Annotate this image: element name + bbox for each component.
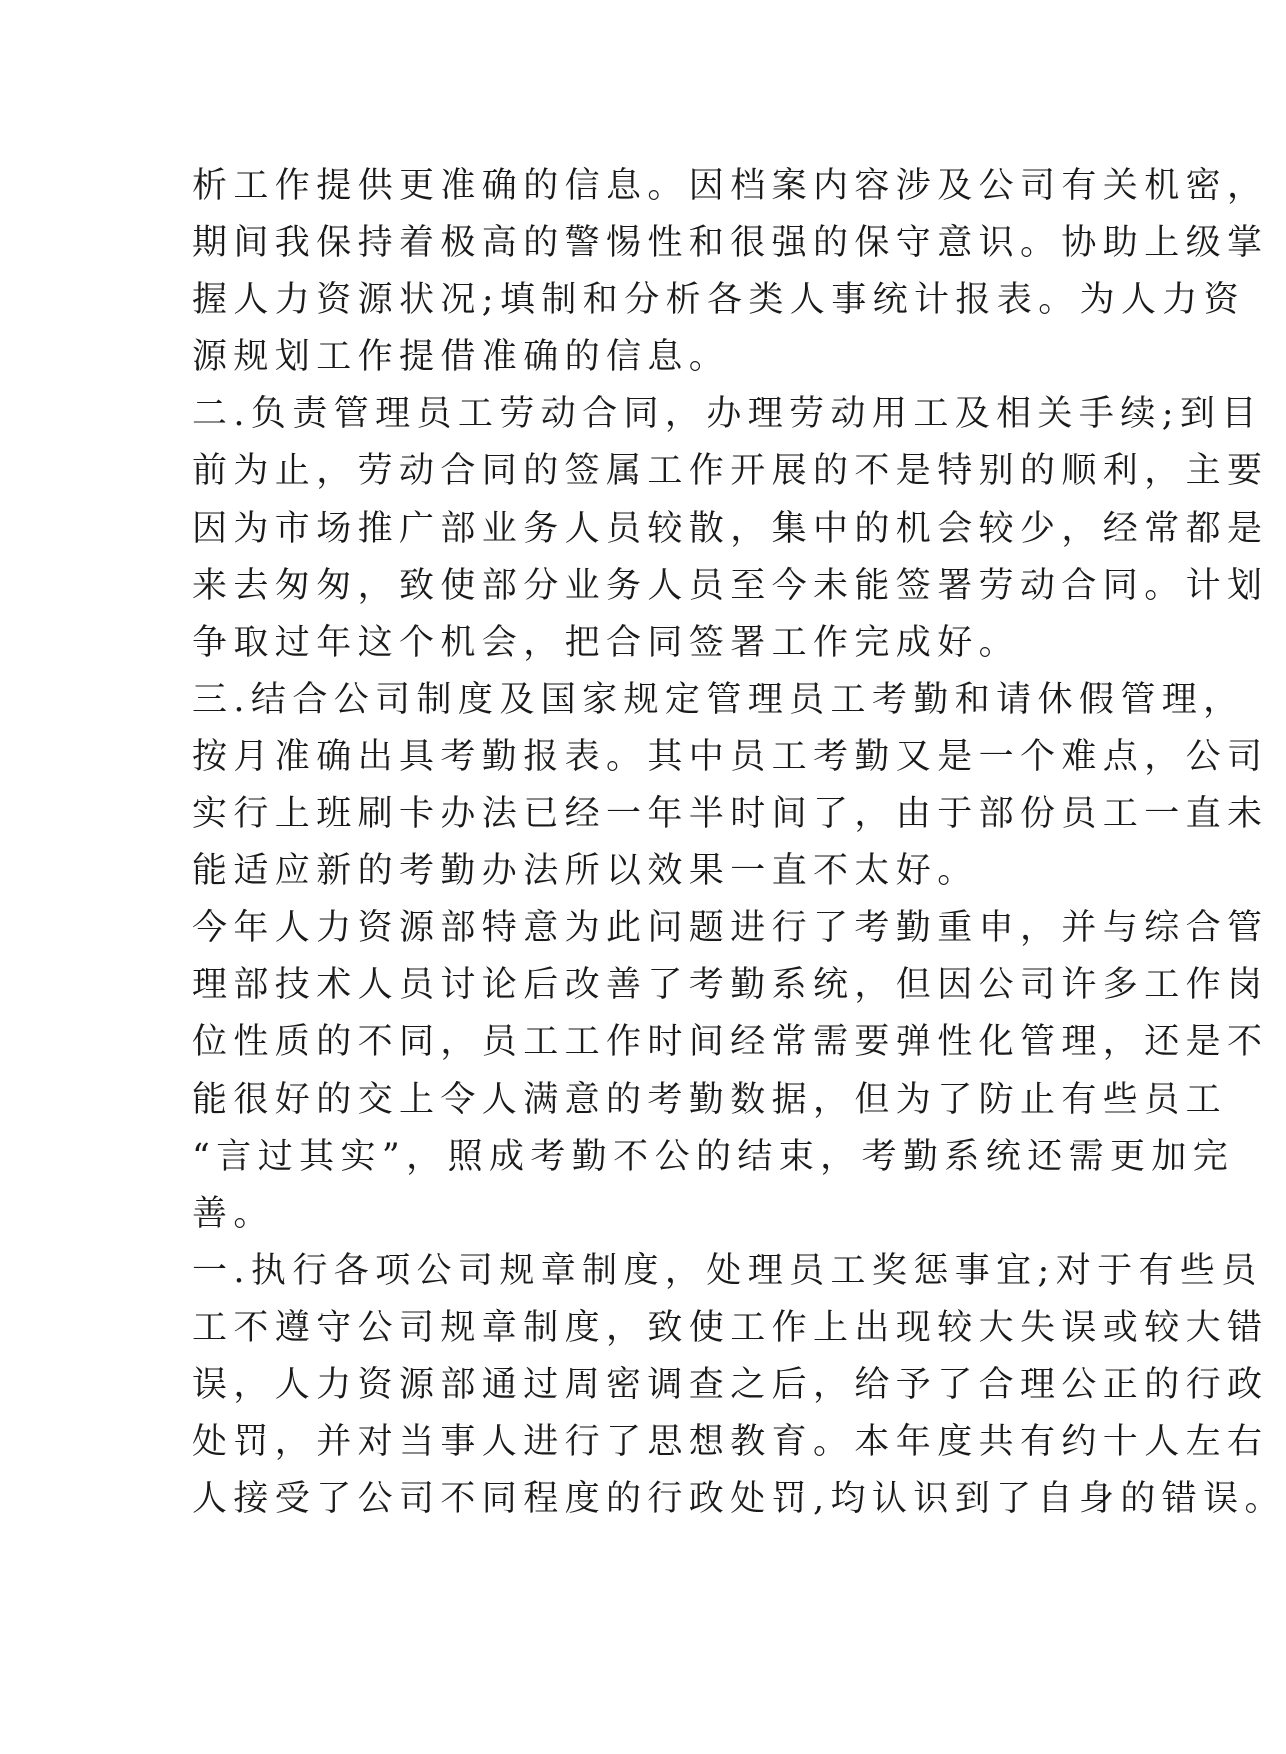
text-line: 今年人力资源部特意为此问题进行了考勤重申，并与综合管 (192, 908, 1269, 949)
text-line: 人接受了公司不同程度的行政处罚,均认识到了自身的错误。 (192, 1479, 1286, 1520)
text-line: 析工作提供更准确的信息。因档案内容涉及公司有关机密， (192, 166, 1269, 206)
text-line: 前为止，劳动合同的签属工作开展的不是特别的顺利，主要 (192, 451, 1269, 492)
text-line: 三.结合公司制度及国家规定管理员工考勤和请休假管理， (192, 679, 1245, 720)
text-line: 理部技术人员讨论后改善了考勤系统，但因公司许多工作岗 (192, 965, 1269, 1006)
text-line: 实行上班刷卡办法已经一年半时间了，由于部份员工一直未 (192, 794, 1269, 835)
text-line: 源规划工作提借准确的信息。 (192, 337, 731, 378)
text-line: 期间我保持着极高的警惕性和很强的保守意识。协助上级掌 (192, 223, 1269, 264)
text-line: 工不遵守公司规章制度，致使工作上出现较大失误或较大错 (192, 1307, 1269, 1348)
text-line: 能很好的交上令人满意的考勤数据，但为了防止有些员工 (192, 1079, 1228, 1120)
text-line: 按月准确出具考勤报表。其中员工考勤又是一个难点，公司 (192, 736, 1269, 777)
text-line: 争取过年这个机会，把合同签署工作完成好。 (192, 622, 1021, 663)
text-line: 来去匆匆，致使部分业务人员至今未能签署劳动合同。计划 (192, 565, 1269, 606)
text-line: “言过其实”，照成考勤不公的结束，考勤系统还需更加完 (192, 1136, 1235, 1177)
text-line: 因为市场推广部业务人员较散，集中的机会较少，经常都是 (192, 508, 1269, 549)
text-line: 二.负责管理员工劳动合同，办理劳动用工及相关手续;到目 (192, 394, 1263, 435)
text-line: 握人力资源状况;填制和分析各类人事统计报表。为人力资 (192, 280, 1246, 321)
text-line: 处罚，并对当事人进行了思想教育。本年度共有约十人左右 (192, 1422, 1269, 1463)
text-line: 一.执行各项公司规章制度，处理员工奖惩事宜;对于有些员 (192, 1250, 1263, 1291)
document-body (192, 158, 1286, 1528)
text-line: 能适应新的考勤办法所以效果一直不太好。 (192, 851, 979, 892)
text-line: 误，人力资源部通过周密调查之后，给予了合理公正的行政 (192, 1364, 1269, 1405)
text-line: 位性质的不同，员工工作时间经常需要弹性化管理，还是不 (192, 1022, 1269, 1063)
text-line: 善。 (192, 1193, 275, 1234)
